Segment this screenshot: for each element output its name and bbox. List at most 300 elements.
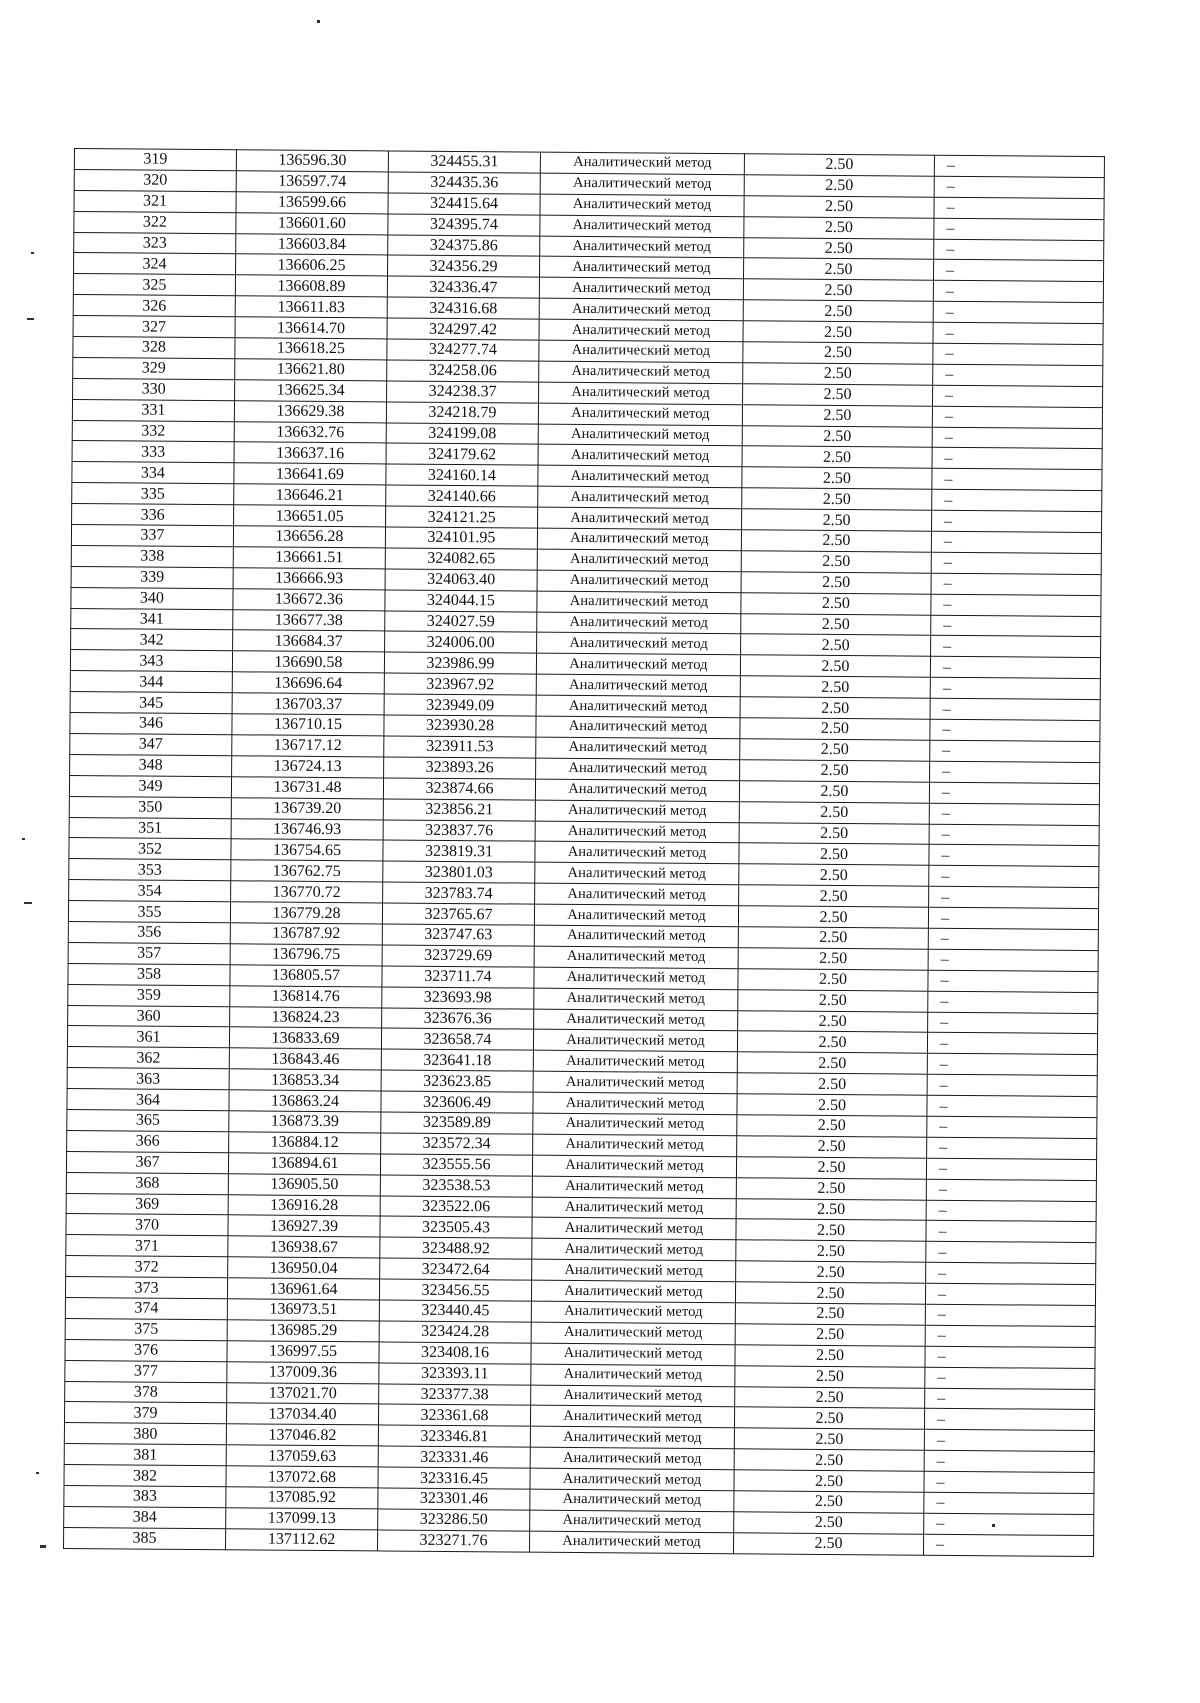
accuracy-cell: 2.50: [734, 1407, 924, 1429]
method-cell: Аналитический метод: [540, 236, 744, 258]
accuracy-cell: 2.50: [743, 321, 933, 343]
point-number-cell: 377: [65, 1360, 227, 1382]
y-coordinate-cell: 324238.37: [387, 381, 539, 403]
accuracy-cell: 2.50: [737, 1136, 927, 1158]
x-coordinate-cell: 136696.64: [232, 672, 384, 694]
method-cell: Аналитический метод: [536, 737, 740, 759]
accuracy-cell: 2.50: [744, 175, 934, 197]
point-number-cell: 333: [72, 441, 234, 463]
point-number-cell: 369: [66, 1193, 228, 1215]
scan-speck: [36, 1472, 39, 1474]
note-cell: –: [927, 1116, 1097, 1138]
y-coordinate-cell: 323819.31: [383, 840, 535, 862]
x-coordinate-cell: 137072.68: [226, 1466, 378, 1488]
x-coordinate-cell: 136684.37: [233, 630, 385, 652]
y-coordinate-cell: 324435.36: [388, 172, 540, 194]
x-coordinate-cell: 136611.83: [235, 296, 387, 318]
x-coordinate-cell: 136661.51: [233, 547, 385, 569]
x-coordinate-cell: 136629.38: [234, 400, 386, 422]
method-cell: Аналитический метод: [531, 1364, 735, 1386]
point-number-cell: 351: [69, 817, 231, 839]
note-cell: –: [931, 615, 1101, 637]
method-cell: Аналитический метод: [535, 842, 739, 864]
method-cell: Аналитический метод: [532, 1218, 736, 1240]
x-coordinate-cell: 136724.13: [232, 756, 384, 778]
accuracy-cell: 2.50: [738, 948, 928, 970]
note-cell: –: [928, 1012, 1098, 1034]
accuracy-cell: 2.50: [736, 1177, 926, 1199]
y-coordinate-cell: 324316.68: [387, 297, 539, 319]
method-cell: Аналитический метод: [538, 486, 742, 508]
x-coordinate-cell: 137112.62: [225, 1529, 377, 1551]
note-cell: –: [933, 260, 1103, 282]
x-coordinate-cell: 136672.36: [233, 588, 385, 610]
method-cell: Аналитический метод: [532, 1238, 736, 1260]
method-cell: Аналитический метод: [533, 1030, 737, 1052]
point-number-cell: 329: [73, 357, 235, 379]
x-coordinate-cell: 136641.69: [234, 463, 386, 485]
point-number-cell: 383: [64, 1485, 226, 1507]
x-coordinate-cell: 136656.28: [233, 526, 385, 548]
accuracy-cell: 2.50: [737, 1073, 927, 1095]
accuracy-cell: 2.50: [737, 1031, 927, 1053]
point-number-cell: 358: [68, 963, 230, 985]
x-coordinate-cell: 137034.40: [226, 1403, 378, 1425]
y-coordinate-cell: 323967.92: [384, 673, 536, 695]
y-coordinate-cell: 324336.47: [387, 276, 539, 298]
point-number-cell: 348: [70, 754, 232, 776]
x-coordinate-cell: 136601.60: [236, 212, 388, 234]
note-cell: –: [928, 970, 1098, 992]
accuracy-cell: 2.50: [741, 592, 931, 614]
point-number-cell: 321: [74, 190, 236, 212]
x-coordinate-cell: 136746.93: [231, 818, 383, 840]
accuracy-cell: 2.50: [744, 216, 934, 238]
y-coordinate-cell: 324121.25: [386, 506, 538, 528]
note-cell: –: [924, 1492, 1094, 1514]
y-coordinate-cell: 323930.28: [384, 715, 536, 737]
y-coordinate-cell: 323440.45: [379, 1300, 531, 1322]
accuracy-cell: 2.50: [735, 1282, 925, 1304]
accuracy-cell: 2.50: [743, 363, 933, 385]
accuracy-cell: 2.50: [741, 551, 931, 573]
point-number-cell: 337: [71, 525, 233, 547]
accuracy-cell: 2.50: [742, 488, 932, 510]
point-number-cell: 343: [70, 650, 232, 672]
y-coordinate-cell: 323874.66: [383, 778, 535, 800]
x-coordinate-cell: 137009.36: [227, 1361, 379, 1383]
y-coordinate-cell: 323693.98: [382, 987, 534, 1009]
method-cell: Аналитический метод: [537, 549, 741, 571]
note-cell: –: [933, 322, 1103, 344]
x-coordinate-cell: 136690.58: [232, 651, 384, 673]
note-cell: –: [927, 1137, 1097, 1159]
method-cell: Аналитический метод: [533, 1050, 737, 1072]
accuracy-cell: 2.50: [737, 1052, 927, 1074]
point-number-cell: 323: [74, 232, 236, 254]
accuracy-cell: 2.50: [734, 1491, 924, 1513]
x-coordinate-cell: 136703.37: [232, 693, 384, 715]
x-coordinate-cell: 136916.28: [228, 1194, 380, 1216]
point-number-cell: 330: [73, 378, 235, 400]
y-coordinate-cell: 323346.81: [378, 1425, 530, 1447]
y-coordinate-cell: 323271.76: [377, 1530, 529, 1552]
accuracy-cell: 2.50: [742, 467, 932, 489]
y-coordinate-cell: 324199.08: [386, 423, 538, 445]
coordinates-table: [63, 148, 1105, 1557]
x-coordinate-cell: 136805.57: [230, 964, 382, 986]
x-coordinate-cell: 136637.16: [234, 442, 386, 464]
note-cell: –: [930, 740, 1100, 762]
method-cell: Аналитический метод: [533, 1071, 737, 1093]
x-coordinate-cell: 136863.24: [229, 1090, 381, 1112]
method-cell: Аналитический метод: [539, 361, 743, 383]
accuracy-cell: 2.50: [734, 1512, 924, 1534]
x-coordinate-cell: 136614.70: [235, 317, 387, 339]
y-coordinate-cell: 324277.74: [387, 339, 539, 361]
accuracy-cell: 2.50: [739, 885, 929, 907]
note-cell: –: [926, 1179, 1096, 1201]
note-cell: –: [928, 928, 1098, 950]
note-cell: –: [933, 364, 1103, 386]
method-cell: Аналитический метод: [530, 1406, 734, 1428]
point-number-cell: 374: [65, 1297, 227, 1319]
x-coordinate-cell: 136905.50: [228, 1173, 380, 1195]
method-cell: Аналитический метод: [535, 883, 739, 905]
x-coordinate-cell: 136651.05: [234, 505, 386, 527]
point-number-cell: 361: [67, 1026, 229, 1048]
y-coordinate-cell: 323572.34: [381, 1133, 533, 1155]
method-cell: Аналитический метод: [536, 654, 740, 676]
accuracy-cell: 2.50: [736, 1219, 926, 1241]
method-cell: Аналитический метод: [530, 1468, 734, 1490]
y-coordinate-cell: 324082.65: [385, 548, 537, 570]
accuracy-cell: 2.50: [743, 342, 933, 364]
scan-speck: [992, 1524, 995, 1527]
accuracy-cell: 2.50: [737, 1094, 927, 1116]
accuracy-cell: 2.50: [735, 1386, 925, 1408]
y-coordinate-cell: 323729.69: [382, 945, 534, 967]
note-cell: –: [934, 218, 1104, 240]
point-number-cell: 352: [69, 838, 231, 860]
note-cell: –: [926, 1262, 1096, 1284]
accuracy-cell: 2.50: [736, 1240, 926, 1262]
note-cell: –: [932, 406, 1102, 428]
method-cell: Аналитический метод: [531, 1322, 735, 1344]
y-coordinate-cell: 323606.49: [381, 1091, 533, 1113]
y-coordinate-cell: 323522.06: [380, 1195, 532, 1217]
point-number-cell: 342: [71, 629, 233, 651]
x-coordinate-cell: 136894.61: [228, 1152, 380, 1174]
y-coordinate-cell: 323856.21: [383, 799, 535, 821]
note-cell: –: [932, 469, 1102, 491]
x-coordinate-cell: 136625.34: [235, 380, 387, 402]
method-cell: Аналитический метод: [540, 173, 744, 195]
y-coordinate-cell: 323538.53: [380, 1175, 532, 1197]
y-coordinate-cell: 323488.92: [380, 1237, 532, 1259]
method-cell: Аналитический метод: [536, 716, 740, 738]
method-cell: Аналитический метод: [539, 340, 743, 362]
note-cell: –: [929, 803, 1099, 825]
accuracy-cell: 2.50: [734, 1470, 924, 1492]
y-coordinate-cell: 324258.06: [387, 360, 539, 382]
note-cell: –: [928, 907, 1098, 929]
accuracy-cell: 2.50: [744, 196, 934, 218]
x-coordinate-cell: 136599.66: [236, 192, 388, 214]
y-coordinate-cell: 323456.55: [379, 1279, 531, 1301]
accuracy-cell: 2.50: [734, 1449, 924, 1471]
y-coordinate-cell: 324179.62: [386, 443, 538, 465]
note-cell: –: [932, 489, 1102, 511]
point-number-cell: 335: [72, 483, 234, 505]
note-cell: –: [928, 949, 1098, 971]
accuracy-cell: 2.50: [740, 676, 930, 698]
y-coordinate-cell: 324044.15: [385, 590, 537, 612]
point-number-cell: 366: [67, 1130, 229, 1152]
x-coordinate-cell: 136717.12: [232, 735, 384, 757]
point-number-cell: 368: [66, 1172, 228, 1194]
point-number-cell: 325: [73, 274, 235, 296]
accuracy-cell: 2.50: [739, 843, 929, 865]
point-number-cell: 354: [69, 880, 231, 902]
y-coordinate-cell: 324063.40: [385, 569, 537, 591]
x-coordinate-cell: 137046.82: [226, 1424, 378, 1446]
point-number-cell: 338: [71, 545, 233, 567]
method-cell: Аналитический метод: [537, 591, 741, 613]
method-cell: Аналитический метод: [539, 319, 743, 341]
method-cell: Аналитический метод: [530, 1510, 734, 1532]
note-cell: –: [931, 552, 1101, 574]
note-cell: –: [931, 636, 1101, 658]
y-coordinate-cell: 323911.53: [384, 736, 536, 758]
accuracy-cell: 2.50: [740, 739, 930, 761]
point-number-cell: 353: [69, 859, 231, 881]
method-cell: Аналитический метод: [536, 758, 740, 780]
point-number-cell: 362: [67, 1047, 229, 1069]
point-number-cell: 334: [72, 462, 234, 484]
x-coordinate-cell: 136731.48: [231, 776, 383, 798]
note-cell: –: [934, 197, 1104, 219]
method-cell: Аналитический метод: [532, 1155, 736, 1177]
y-coordinate-cell: 324027.59: [385, 611, 537, 633]
x-coordinate-cell: 136632.76: [234, 421, 386, 443]
method-cell: Аналитический метод: [530, 1447, 734, 1469]
method-cell: Аналитический метод: [534, 946, 738, 968]
point-number-cell: 385: [64, 1527, 226, 1549]
y-coordinate-cell: 323747.63: [382, 924, 534, 946]
point-number-cell: 344: [70, 671, 232, 693]
scan-speck: [31, 252, 34, 254]
y-coordinate-cell: 323331.46: [378, 1446, 530, 1468]
point-number-cell: 324: [74, 253, 236, 275]
y-coordinate-cell: 323472.64: [380, 1258, 532, 1280]
accuracy-cell: 2.50: [739, 822, 929, 844]
method-cell: Аналитический метод: [531, 1343, 735, 1365]
y-coordinate-cell: 324455.31: [388, 151, 540, 173]
accuracy-cell: 2.50: [740, 760, 930, 782]
scan-speck: [22, 838, 25, 840]
method-cell: Аналитический метод: [531, 1385, 735, 1407]
x-coordinate-cell: 136739.20: [231, 797, 383, 819]
x-coordinate-cell: 136621.80: [235, 359, 387, 381]
method-cell: Аналитический метод: [538, 507, 742, 529]
method-cell: Аналитический метод: [530, 1426, 734, 1448]
note-cell: –: [924, 1450, 1094, 1472]
x-coordinate-cell: 136997.55: [227, 1341, 379, 1363]
point-number-cell: 359: [68, 984, 230, 1006]
note-cell: –: [926, 1200, 1096, 1222]
point-number-cell: 373: [65, 1277, 227, 1299]
accuracy-cell: 2.50: [742, 404, 932, 426]
x-coordinate-cell: 136985.29: [227, 1320, 379, 1342]
note-cell: –: [925, 1388, 1095, 1410]
note-cell: –: [934, 239, 1104, 261]
note-cell: –: [924, 1513, 1094, 1535]
y-coordinate-cell: 324356.29: [388, 255, 540, 277]
x-coordinate-cell: 136843.46: [229, 1048, 381, 1070]
note-cell: –: [927, 1054, 1097, 1076]
note-cell: –: [930, 657, 1100, 679]
note-cell: –: [925, 1367, 1095, 1389]
y-coordinate-cell: 324160.14: [386, 464, 538, 486]
method-cell: Аналитический метод: [534, 967, 738, 989]
accuracy-cell: 2.50: [741, 634, 931, 656]
accuracy-cell: 2.50: [734, 1428, 924, 1450]
point-number-cell: 382: [64, 1465, 226, 1487]
method-cell: Аналитический метод: [535, 862, 739, 884]
accuracy-cell: 2.50: [742, 446, 932, 468]
method-cell: Аналитический метод: [531, 1301, 735, 1323]
x-coordinate-cell: 136608.89: [235, 275, 387, 297]
note-cell: –: [924, 1471, 1094, 1493]
y-coordinate-cell: 323316.45: [378, 1467, 530, 1489]
accuracy-cell: 2.50: [743, 384, 933, 406]
method-cell: Аналитический метод: [533, 1134, 737, 1156]
accuracy-cell: 2.50: [740, 697, 930, 719]
point-number-cell: 326: [73, 295, 235, 317]
note-cell: –: [933, 385, 1103, 407]
method-cell: Аналитический метод: [535, 779, 739, 801]
y-coordinate-cell: 324395.74: [388, 214, 540, 236]
method-cell: Аналитический метод: [532, 1176, 736, 1198]
method-cell: Аналитический метод: [534, 904, 738, 926]
x-coordinate-cell: 137085.92: [226, 1487, 378, 1509]
method-cell: Аналитический метод: [534, 925, 738, 947]
x-coordinate-cell: 136853.34: [229, 1069, 381, 1091]
y-coordinate-cell: 323505.43: [380, 1216, 532, 1238]
accuracy-cell: 2.50: [737, 1115, 927, 1137]
note-cell: –: [932, 427, 1102, 449]
x-coordinate-cell: 136824.23: [230, 1006, 382, 1028]
y-coordinate-cell: 324375.86: [388, 235, 540, 257]
y-coordinate-cell: 323623.85: [381, 1070, 533, 1092]
accuracy-cell: 2.50: [735, 1324, 925, 1346]
x-coordinate-cell: 136787.92: [230, 923, 382, 945]
note-cell: –: [929, 866, 1099, 888]
y-coordinate-cell: 323286.50: [378, 1509, 530, 1531]
y-coordinate-cell: 323658.74: [381, 1028, 533, 1050]
note-cell: –: [925, 1304, 1095, 1326]
point-number-cell: 345: [70, 692, 232, 714]
point-number-cell: 365: [67, 1109, 229, 1131]
x-coordinate-cell: 136973.51: [227, 1299, 379, 1321]
point-number-cell: 375: [65, 1318, 227, 1340]
x-coordinate-cell: 136666.93: [233, 568, 385, 590]
x-coordinate-cell: 136770.72: [231, 881, 383, 903]
x-coordinate-cell: 137021.70: [227, 1382, 379, 1404]
note-cell: –: [929, 845, 1099, 867]
method-cell: Аналитический метод: [538, 403, 742, 425]
note-cell: –: [930, 761, 1100, 783]
accuracy-cell: 2.50: [741, 613, 931, 635]
note-cell: –: [932, 448, 1102, 470]
method-cell: Аналитический метод: [536, 695, 740, 717]
point-number-cell: 371: [66, 1235, 228, 1257]
point-number-cell: 380: [64, 1423, 226, 1445]
point-number-cell: 328: [73, 337, 235, 359]
y-coordinate-cell: 323424.28: [379, 1321, 531, 1343]
accuracy-cell: 2.50: [736, 1261, 926, 1283]
point-number-cell: 327: [73, 316, 235, 338]
method-cell: Аналитический метод: [537, 570, 741, 592]
method-cell: Аналитический метод: [538, 424, 742, 446]
y-coordinate-cell: 324297.42: [387, 318, 539, 340]
note-cell: –: [926, 1242, 1096, 1264]
y-coordinate-cell: 323676.36: [382, 1007, 534, 1029]
method-cell: Аналитический метод: [529, 1531, 733, 1553]
accuracy-cell: 2.50: [744, 154, 934, 176]
accuracy-cell: 2.50: [741, 572, 931, 594]
method-cell: Аналитический метод: [539, 298, 743, 320]
accuracy-cell: 2.50: [744, 237, 934, 259]
x-coordinate-cell: 137099.13: [226, 1508, 378, 1530]
x-coordinate-cell: 136884.12: [229, 1132, 381, 1154]
x-coordinate-cell: 136677.38: [233, 609, 385, 631]
y-coordinate-cell: 323765.67: [382, 903, 534, 925]
point-number-cell: 319: [74, 149, 236, 171]
note-cell: –: [927, 1033, 1097, 1055]
note-cell: –: [930, 678, 1100, 700]
point-number-cell: 341: [71, 608, 233, 630]
accuracy-cell: 2.50: [735, 1344, 925, 1366]
point-number-cell: 347: [70, 733, 232, 755]
x-coordinate-cell: 137059.63: [226, 1445, 378, 1467]
method-cell: Аналитический метод: [533, 1092, 737, 1114]
point-number-cell: 355: [68, 901, 230, 923]
method-cell: Аналитический метод: [537, 528, 741, 550]
x-coordinate-cell: 136833.69: [229, 1027, 381, 1049]
x-coordinate-cell: 136796.75: [230, 944, 382, 966]
y-coordinate-cell: 323589.89: [381, 1112, 533, 1134]
note-cell: –: [934, 176, 1104, 198]
method-cell: Аналитический метод: [537, 633, 741, 655]
method-cell: Аналитический метод: [531, 1280, 735, 1302]
x-coordinate-cell: 136938.67: [228, 1236, 380, 1258]
y-coordinate-cell: 323377.38: [379, 1383, 531, 1405]
note-cell: –: [923, 1534, 1093, 1556]
x-coordinate-cell: 136927.39: [228, 1215, 380, 1237]
note-cell: –: [929, 782, 1099, 804]
point-number-cell: 381: [64, 1444, 226, 1466]
note-cell: –: [934, 155, 1104, 177]
accuracy-cell: 2.50: [743, 300, 933, 322]
x-coordinate-cell: 136603.84: [236, 233, 388, 255]
note-cell: –: [932, 510, 1102, 532]
point-number-cell: 340: [71, 587, 233, 609]
accuracy-cell: 2.50: [739, 801, 929, 823]
accuracy-cell: 2.50: [743, 279, 933, 301]
x-coordinate-cell: 136646.21: [234, 484, 386, 506]
